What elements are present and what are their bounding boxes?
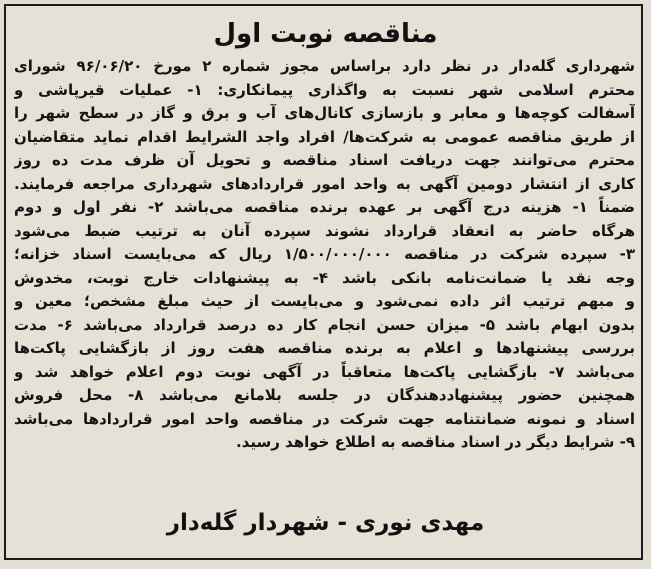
notice-line: و مبهم ترتیب اثر داده نمی‌شود و می‌بایست از حیث مبلغ مشخص؛ معین و [14, 292, 635, 310]
notice-line: محترم می‌توانند جهت دریافت اسناد مناقصه و تحویل آن ظرف مدت ده روز [14, 151, 635, 169]
signature: مهدی نوری - شهردار گله‌دار [166, 510, 485, 536]
notice-line: هرگاه حاضر به انعقاد قرارداد نشوند سپرده آنان به ترتیب ضبط می‌شود [14, 221, 635, 240]
notice-line: از طریق مناقصه عمومی به شرکت‌ها/ افراد واجد الشرایط اقدام نماید متقاضیان [14, 127, 635, 146]
notice-line: محترم اسلامی شهر نسبت به واگذاری پیمانکاری: ۱- عملیات قیرپاشی و [14, 80, 635, 99]
notice-body [14, 55, 635, 455]
notice-line: آسفالت کوچه‌ها و معابر و بازسازی کانال‌های آب و برق و گاز در سطح شهر را [14, 104, 635, 122]
notice-line: ۳- سپرده شرکت در مناقصه ۱/۵۰۰/۰۰۰/۰۰۰ ریال که می‌بایست اسناد خزانه؛ [14, 245, 635, 263]
notice-line: بررسی پیشنهادها و اعلام به برنده مناقصه هفت روز از بازگشایی پاکت‌ها [14, 339, 635, 357]
notice-line: شهرداری گله‌دار در نظر دارد براساس مجوز شماره ۲ مورخ ۹۶/۰۶/۲۰ شورای [14, 57, 635, 75]
notice-line: وجه نقد یا ضمانت‌نامه بانکی باشد ۴- به پیشنهادات خارج نوبت، مخدوش [14, 268, 635, 287]
notice-line: ۹- شرایط دیگر در اسناد مناقصه به اطلاع خواهد رسید. [235, 433, 635, 451]
notice-line: اسناد و نمونه ضمانتنامه جهت شرکت در مناقصه واحد امور قراردادها می‌باشد [14, 409, 635, 428]
notice-line: ضمناً ۱- هزینه درج آگهی بر عهده برنده مناقصه می‌باشد ۲- نفر اول و دوم [14, 198, 635, 216]
notice-title: مناقصه نوبت اول [213, 19, 438, 49]
notice-line: بدون ابهام باشد ۵- میزان حسن انجام کار ده درصد قرارداد می‌باشد ۶- مدت [14, 315, 635, 334]
notice-line: می‌باشد ۷- بازگشایی پاکت‌ها متعاقباً در آگهی نوبت دوم اعلام خواهد شد و [14, 362, 635, 381]
notice-line: کاری از انتشار دومین آگهی به واحد امور قراردادهای شهرداری مراجعه فرمایند. [14, 174, 635, 193]
notice-line: همچنین حضور پیشنهاددهندگان در جلسه بلامانع می‌باشد ۸- محل فروش [14, 386, 635, 404]
